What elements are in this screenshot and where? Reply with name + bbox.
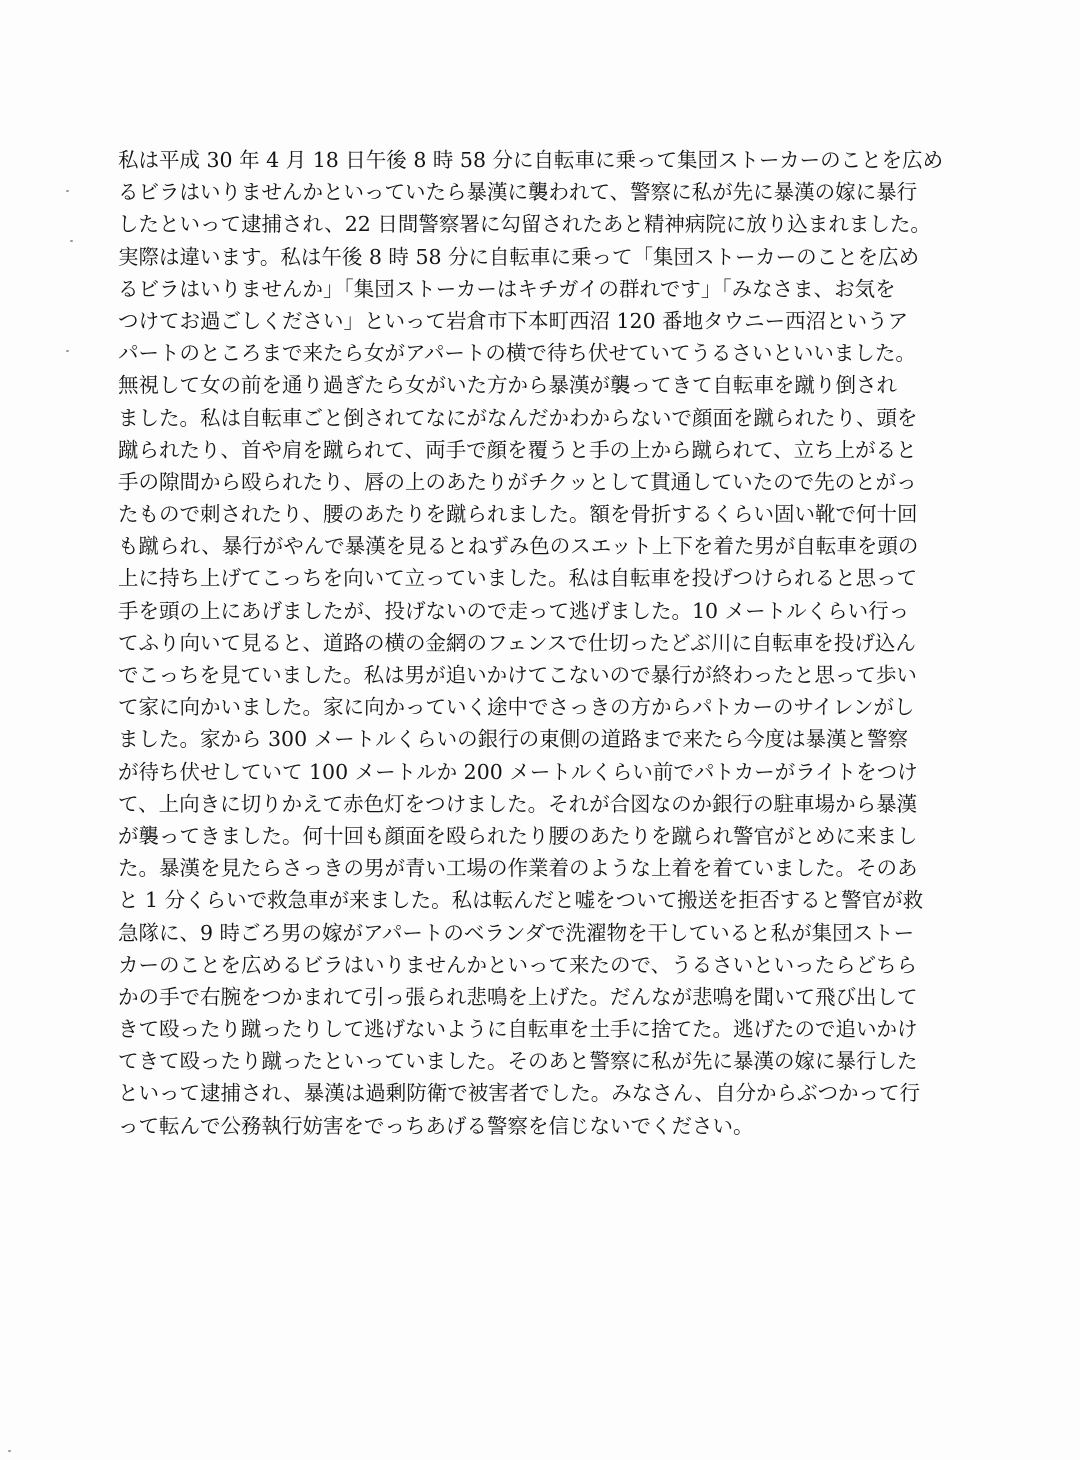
text-line: が襲ってきました。何十回も顔面を殴られたり腰のあたりを蹴られ警官がとめに来まし [118,823,918,848]
scan-speck [8,1450,11,1452]
text-line: も蹴られ、暴行がやんで暴漢を見るとねずみ色のスエット上下を着た男が自転車を頭の [118,534,919,559]
text-line: ました。家から 300 メートルくらいの銀行の東側の道路まで来たら今度は暴漢と警察 [118,727,909,752]
text-line: てきて殴ったり蹴ったといっていました。そのあと警察に私が先に暴漢の嫁に暴行した [118,1049,918,1074]
text-line: 蹴られたり、首や肩を蹴られて、両手で顔を覆うと手の上から蹴られて、立ち上がると [118,437,917,462]
text-line: が待ち伏せしていて 100 メートルか 200 メートルくらい前でパトカーがライトをつけ [118,759,918,784]
text-line: るビラはいりませんかといっていたら暴漢に襲われて、警察に私が先に暴漢の嫁に暴行 [118,180,918,205]
text-line: つけてお過ごしください」といって岩倉市下本町西沼 120 番地タウニー西沼というア [118,308,909,333]
text-line: て家に向かいました。家に向かっていく途中でさっきの方からパトカーのサイレンがし [118,695,915,720]
body-text [118,144,978,1142]
text-line: 実際は違います。私は午後 8 時 58 分に自転車に乗って「集団ストーカーのことを広め [118,244,920,269]
text-line: て、上向きに切りかえて赤色灯をつけました。それが合図なのか銀行の駐車場から暴漢 [118,791,918,816]
scan-speck [66,190,69,192]
scan-speck [66,350,69,352]
text-line: 急隊に、9 時ごろ男の嫁がアパートのベランダで洗濯物を干していると私が集団ストー [118,920,915,945]
text-line: 手を頭の上にあげましたが、投げないので走って逃げました。10 メートルくらい行っ [118,598,910,623]
text-line: 無視して女の前を通り過ぎたら女がいた方から暴漢が襲ってきて自転車を蹴り倒され [118,373,897,398]
text-line: てふり向いて見ると、道路の横の金網のフェンスで仕切ったどぶ川に自転車を投げ込ん [118,630,916,655]
text-line: でこっちを見ていました。私は男が追いかけてこないので暴行が終わったと思って歩い [118,663,917,687]
text-line: といって逮捕され、暴漢は過剰防衛で被害者でした。みなさん、自分からぶつかって行 [118,1081,920,1106]
text-line: かの手で右腕をつかまれて引っ張られ悲鳴を上げた。だんなが悲鳴を聞いて飛び出して [118,984,918,1009]
text-line: 私は平成 30 年 4 月 18 日午後 8 時 58 分に自転車に乗って集団ストーカーのことを広め [118,148,944,172]
text-line: きて殴ったり蹴ったりして逃げないように自転車を土手に捨てた。逃げたので追いかけ [118,1017,918,1042]
text-line: ました。私は自転車ごと倒されてなにがなんだかわからないで顔面を蹴られたり、頭を [118,405,918,430]
text-line: 上に持ち上げてこっちを向いて立っていました。私は自転車を投げつけられると思って [118,566,918,591]
scan-speck [70,240,73,242]
text-line: パートのところまで来たら女がアパートの横で待ち伏せていてうるさいといいました。 [118,341,916,366]
text-line: カーのことを広めるビラはいりませんかといって来たので、うるさいといったらどちら [118,952,918,977]
text-line: たもので刺されたり、腰のあたりを蹴られました。額を骨折するくらい固い靴で何十回 [118,502,918,527]
text-line: と 1 分くらいで救急車が来ました。私は転んだと嘘をついて搬送を拒否すると警官が救 [118,888,924,913]
text-line: た。暴漢を見たらさっきの男が青い工場の作業着のような上着を着ていました。そのあ [118,856,918,881]
text-line: 手の隙間から殴られたり、唇の上のあたりがチクッとして貫通していたので先のとがっ [118,469,917,494]
text-line: って転んで公務執行妨害をでっちあげる警察を信じないでください。 [118,1113,754,1138]
text-line: るビラはいりませんか」「集団ストーカーはキチガイの群れです」「みなさま、お気を [118,276,896,301]
text-line: したといって逮捕され、22 日間警察署に勾留されたあと精神病院に放り込まれました。 [118,212,931,237]
